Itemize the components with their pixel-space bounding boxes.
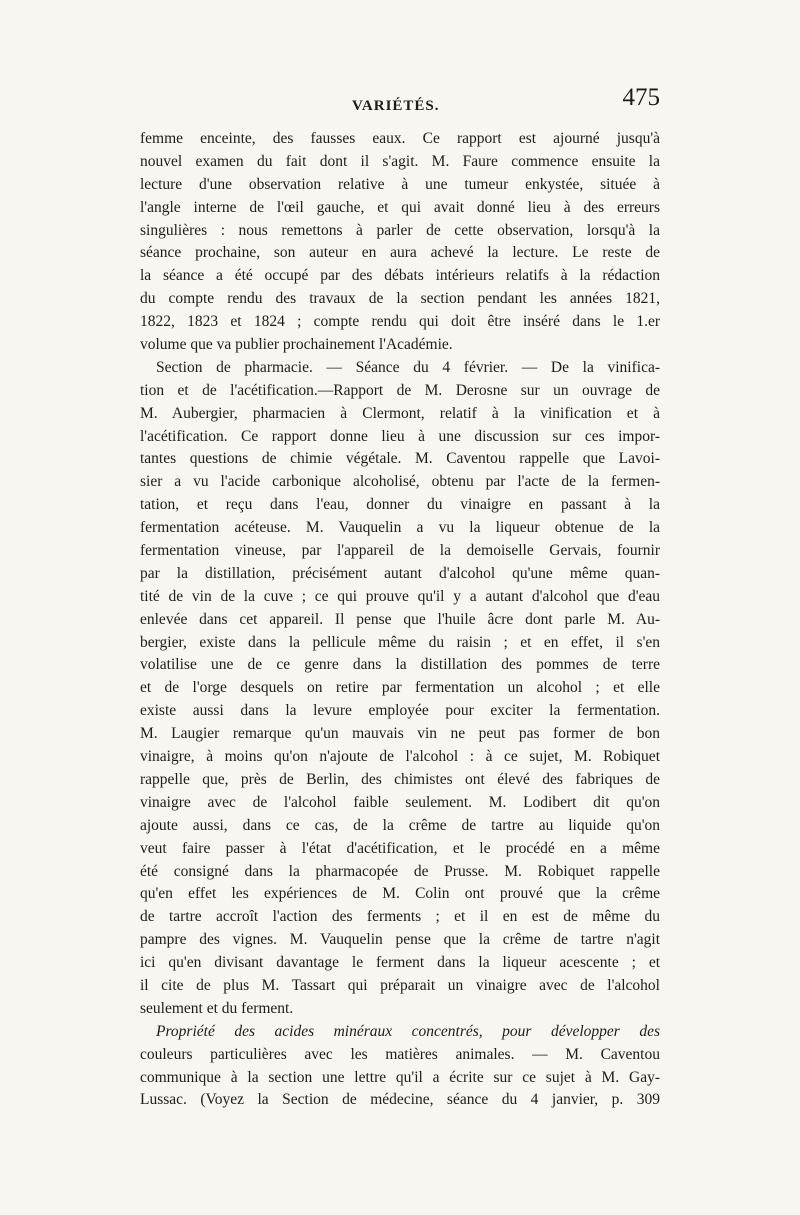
text-line: par la distillation, précisément autant d'alcohol qu'une même quan- [140,564,660,582]
text-line: veut faire passer à l'état d'acétification, et le procédé en a même [140,839,660,857]
text-line: lecture d'une observation relative à une tumeur enkystée, située à [140,175,660,193]
text-line: été consigné dans la pharmacopée de Prusse. M. Robiquet rappelle [140,862,660,880]
section-heading-line: Section de pharmacie. — Séance du 4 février. — De la vinifica- [156,358,660,376]
page-header [140,84,660,124]
text-line: l'angle interne de l'œil gauche, et qui avait donné lieu à des erreurs [140,198,660,216]
text-line: tité de vin de la cuve ; ce qui prouve qu'il y a autant d'alcohol que d'eau [140,587,660,605]
text-line: vinaigre avec de l'alcohol faible seulement. M. Lodibert dit qu'on [140,793,660,811]
text-line: Lussac. (Voyez la Section de médecine, séance du 4 janvier, p. 309 [140,1091,660,1109]
text-line: pampre des vignes. M. Vauquelin pense que la crême de tartre n'agit [140,931,660,949]
text-line: du compte rendu des travaux de la section pendant les années 1821, [140,290,660,308]
text-line: la séance a été occupé par des débats intérieurs relatifs à la rédaction [140,267,660,285]
text-line: tantes questions de chimie végétale. M. Caventou rappelle que Lavoi- [140,450,660,468]
running-title: VARIÉTÉS. [352,98,440,114]
text-line: qu'en effet les expériences de M. Colin ont prouvé que la crême [140,885,660,903]
text-line: ajoute aussi, dans ce cas, de la crême de tartre au liquide qu'on [140,816,660,834]
text-line: l'acétification. Ce rapport donne lieu à une discussion sur ces impor- [140,427,660,445]
text-line: seulement et du ferment. [140,999,294,1017]
text-line: volatilise une de ce genre dans la distillation des pommes de terre [140,656,660,674]
text-line: tation, et reçu dans l'eau, donner du vinaigre en passant à la [140,496,660,514]
text-line: existe aussi dans la levure employée pour exciter la fermentation. [140,702,660,720]
text-line: couleurs particulières avec les matières animales. — M. Caventou [140,1045,660,1063]
page-body [140,128,660,1112]
text-line: séance prochaine, son auteur en aura achevé la lecture. Le reste de [140,244,660,262]
text-line: singulières : nous remettons à parler de cette observation, lorsqu'à la [140,221,660,239]
text-line: M. Aubergier, pharmacien à Clermont, relatif à la vinification et à [140,404,660,422]
text-line: il cite de plus M. Tassart qui préparait un vinaigre avec de l'alcohol [140,976,660,994]
text-line: bergier, existe dans la pellicule même du raisin ; et en effet, il s'en [140,633,660,651]
text-line: de tartre accroît l'action des ferments ; et il en est de même du [140,908,660,926]
text-line: tion et de l'acétification.—Rapport de M. Derosne sur un ouvrage de [140,381,660,399]
text-line: femme enceinte, des fausses eaux. Ce rapport est ajourné jusqu'à [140,130,660,147]
text-line: 1822, 1823 et 1824 ; compte rendu qui doit être inséré dans le 1.er [140,313,660,331]
text-line: communique à la section une lettre qu'il a écrite sur ce sujet à M. Gay- [140,1068,660,1086]
section-heading-line: Propriété des acides minéraux concentrés, pour développer des [156,1022,660,1040]
text-line: fermentation vineuse, par l'appareil de la demoiselle Gervais, fournir [140,542,660,560]
text-line: sier a vu l'acide carbonique alcoholisé, obtenu par l'acte de la fermen- [140,473,660,491]
text-line: et de l'orge desquels on retire par fermentation un alcohol ; et elle [140,679,660,697]
text-line: rappelle que, près de Berlin, des chimistes ont élevé des fabriques de [140,770,660,788]
text-line: nouvel examen du fait dont il s'agit. M. Faure commence ensuite la [140,152,660,170]
text-line: M. Laugier remarque qu'un mauvais vin ne peut pas former de bon [140,725,660,743]
text-line: ici qu'en divisant davantage le ferment dans la liqueur acescente ; et [140,954,660,972]
text-line: volume que va publier prochainement l'Académie. [140,336,453,354]
page-number: 475 [622,84,660,111]
text-line: fermentation acéteuse. M. Vauquelin a vu la liqueur obtenue de la [140,519,660,537]
text-line: enlevée dans cet appareil. Il pense que l'huile âcre dont parle M. Au- [140,610,660,628]
text-line: vinaigre, à moins qu'on n'ajoute de l'alcohol : à ce sujet, M. Robiquet [140,748,660,766]
